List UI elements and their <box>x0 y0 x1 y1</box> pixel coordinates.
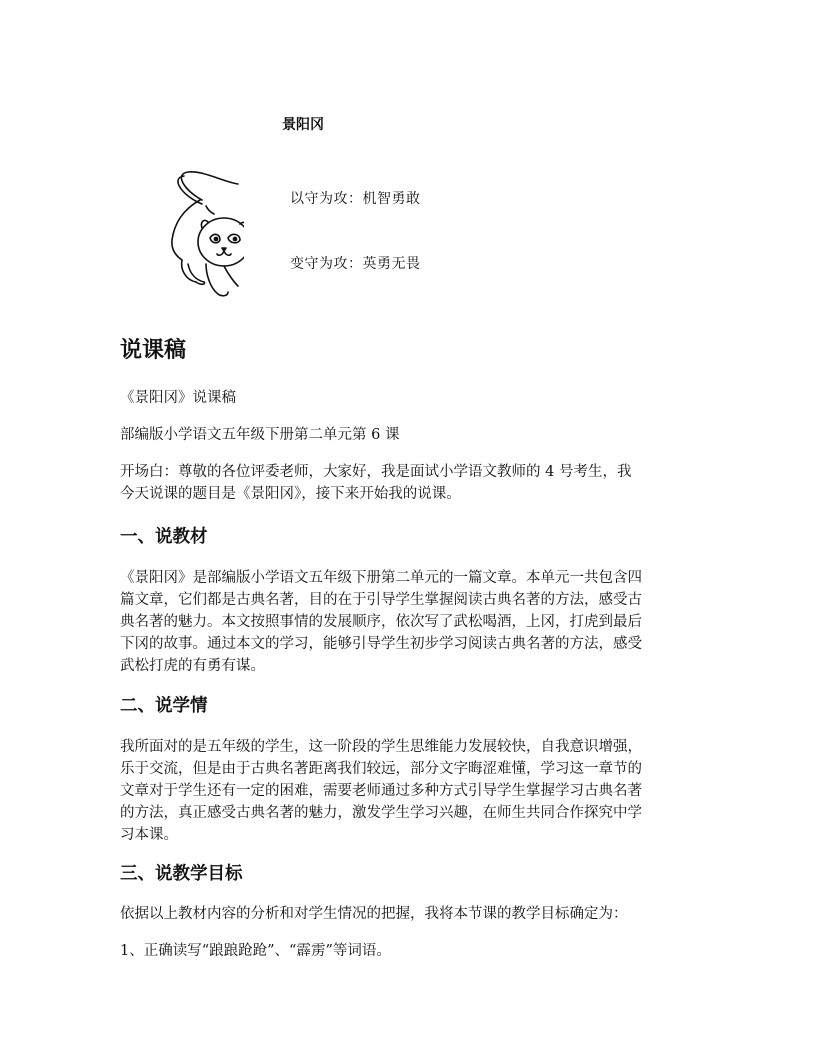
section-2-line-5: 习本课。 <box>120 827 178 843</box>
section-2-line-4: 的方法，真正感受古典名著的魅力，激发学生学习兴趣，在师生共同合作探究中学 <box>120 805 642 821</box>
section-1-line-3: 典名著的魅力。本文按照事情的发展顺序，依次写了武松喝酒，上冈，打虎到最后 <box>120 614 642 630</box>
section-1-line-4: 下冈的故事。通过本文的学习，能够引导学生初步学习阅读古典名著的方法，感受 <box>120 636 642 652</box>
course-line: 部编版小学语文五年级下册第二单元第 6 课 <box>120 427 400 443</box>
document-title: 说课稿 <box>120 338 187 363</box>
opening-line-1: 开场白：尊敬的各位评委老师，大家好，我是面试小学语文教师的 4 号考生，我 <box>120 464 632 480</box>
opening-line-2: 今天说课的题目是《景阳冈》，接下来开始我的说课。 <box>120 486 461 502</box>
section-heading-teaching-material: 一、说教材 <box>120 527 208 547</box>
banner-title: 景阳冈 <box>282 117 324 133</box>
section-2-line-1: 我所面对的是五年级的学生，这一阶段的学生思维能力发展较快，自我意识增强， <box>120 739 642 755</box>
section-1-line-5: 武松打虎的有勇有谋。 <box>120 658 265 674</box>
section-1-line-1: 《景阳冈》是部编版小学语文五年级下册第二单元的一篇文章。本单元一共包含四 <box>120 570 642 586</box>
subtitle-line: 《景阳冈》说课稿 <box>120 390 236 406</box>
section-2-line-2: 乐于交流，但是由于古典名著距离我们较远，部分文字晦涩难懂，学习这一章节的 <box>120 761 642 777</box>
section-2-line-3: 文章对于学生还有一定的困难，需要老师通过多种方式引导学生掌握学习古典名著 <box>120 783 642 799</box>
tiger-drawing <box>162 170 244 300</box>
section-heading-teaching-goals: 三、说教学目标 <box>120 864 243 884</box>
section-1-line-2: 篇文章，它们都是古典名著，目的在于引导学生掌握阅读古典名著的方法，感受古 <box>120 592 642 608</box>
banner-slogan-1: 以守为攻：机智勇敢 <box>290 191 421 207</box>
section-3-line-1: 依据以上教材内容的分析和对学生情况的把握，我将本节课的教学目标确定为： <box>120 906 628 922</box>
goal-item-1: 1、正确读写“踉踉跄跄”、“霹雳”等词语。 <box>120 943 391 959</box>
section-heading-learner-analysis: 二、说学情 <box>120 696 208 716</box>
banner-slogan-2: 变守为攻：英勇无畏 <box>290 256 421 272</box>
